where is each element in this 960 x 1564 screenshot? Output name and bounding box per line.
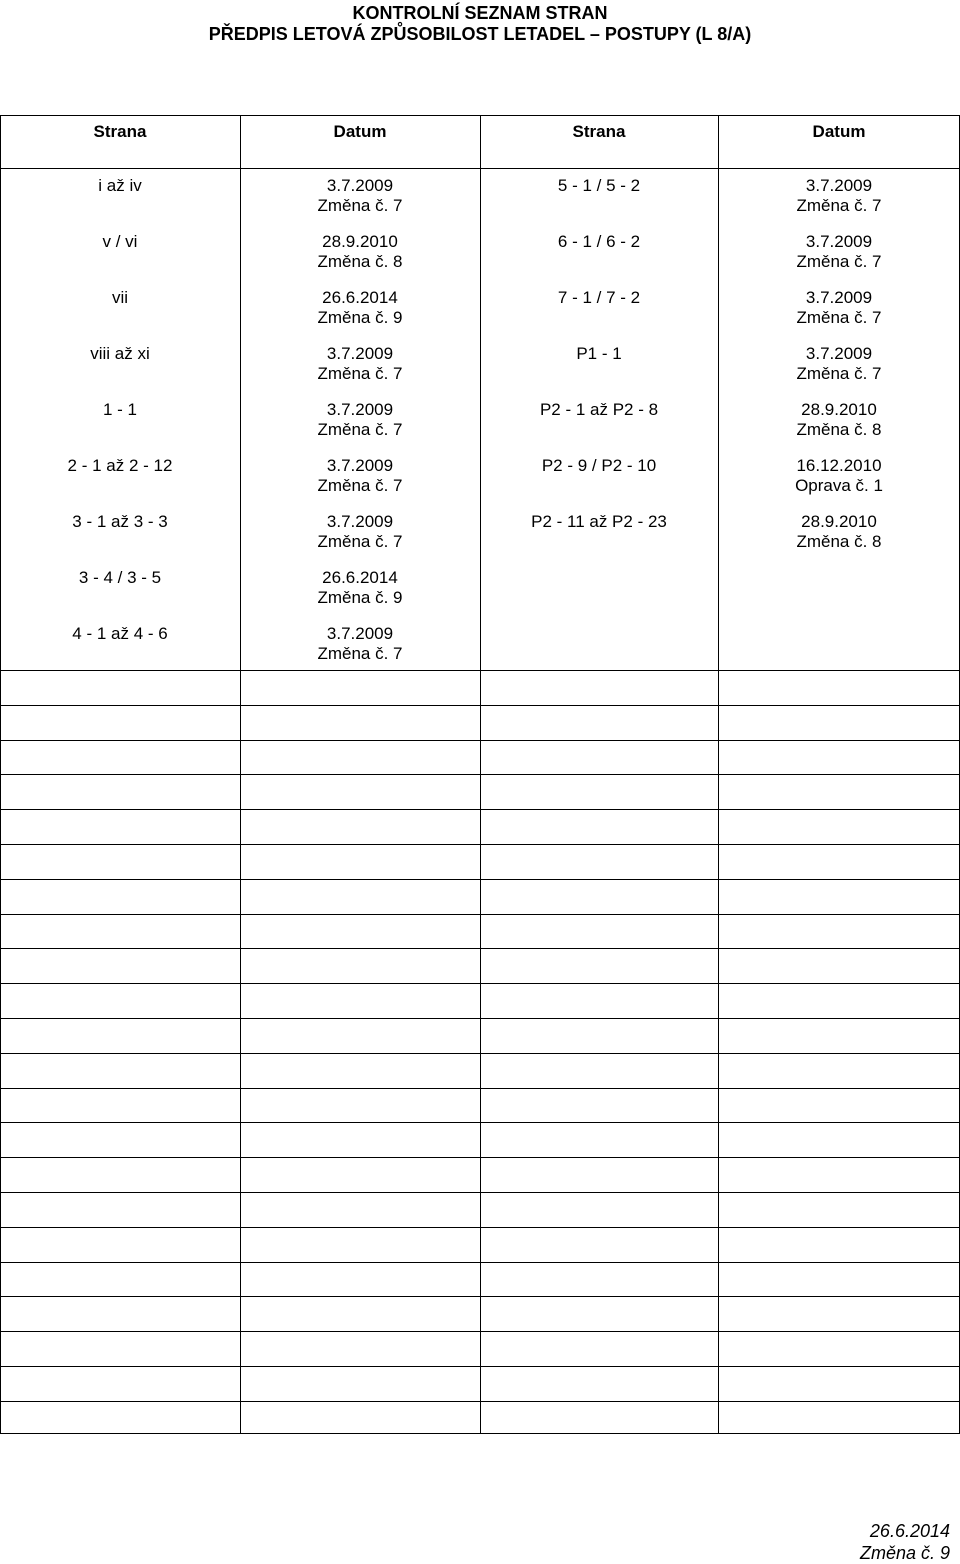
- change-value: Změna č. 7: [796, 196, 882, 215]
- change-value: Změna č. 7: [317, 532, 403, 551]
- date-value: 3.7.2009: [326, 624, 394, 643]
- footer-date: 26.6.2014: [869, 1521, 950, 1541]
- left-page-cell: 3 - 4 / 3 - 5: [78, 568, 162, 587]
- left-page-cell: 3 - 1 až 3 - 3: [72, 512, 168, 531]
- date-value: 3.7.2009: [805, 288, 873, 307]
- table-row-border: [0, 809, 960, 810]
- document-subtitle: PŘEDPIS LETOVÁ ZPŮSOBILOST LETADEL – POSTUPY (L 8/A): [208, 24, 752, 44]
- change-value: Oprava č. 1: [795, 476, 883, 495]
- table-row-border: [0, 879, 960, 880]
- change-value: Změna č. 7: [796, 308, 882, 327]
- right-page-cell: P2 - 11 až P2 - 23: [531, 512, 667, 531]
- change-value: Změna č. 7: [796, 364, 882, 383]
- table-row-border: [0, 1192, 960, 1193]
- right-page-cell: 5 - 1 / 5 - 2: [557, 176, 641, 195]
- table-row-border: [0, 914, 960, 915]
- left-date-cell: [240, 400, 480, 440]
- table-row-border: [0, 1018, 960, 1019]
- right-date-cell: [718, 288, 960, 328]
- date-value: 3.7.2009: [326, 512, 394, 531]
- table-row-border: [0, 983, 960, 984]
- right-page-cell: P1 - 1: [576, 344, 622, 363]
- right-date-cell: [718, 176, 960, 216]
- right-page-cell: 7 - 1 / 7 - 2: [557, 288, 641, 307]
- column-header-date-1: Datum: [333, 122, 387, 141]
- table-row-border: [0, 1262, 960, 1263]
- left-date-cell: [240, 232, 480, 272]
- table-row-border: [0, 1088, 960, 1089]
- change-value: Změna č. 7: [317, 196, 403, 215]
- right-date-cell: [718, 400, 960, 440]
- table-row-border: [0, 1401, 960, 1402]
- date-value: 16.12.2010: [796, 456, 882, 475]
- change-value: Změna č. 8: [317, 252, 403, 271]
- date-value: 3.7.2009: [326, 400, 394, 419]
- left-page-cell: vii: [111, 288, 129, 307]
- column-header-page-2: Strana: [572, 122, 626, 141]
- date-value: 28.9.2010: [801, 512, 877, 531]
- table-row-border: [0, 844, 960, 845]
- change-value: Změna č. 7: [317, 476, 403, 495]
- footer-change: Změna č. 9: [859, 1543, 950, 1563]
- page-checklist-table: [0, 115, 960, 1434]
- change-value: Změna č. 7: [796, 252, 882, 271]
- table-row-border: [0, 1296, 960, 1297]
- date-value: 28.9.2010: [801, 400, 877, 419]
- left-date-cell: [240, 176, 480, 216]
- left-page-cell: viii až xi: [90, 344, 150, 363]
- right-page-cell: P2 - 9 / P2 - 10: [541, 456, 657, 475]
- table-row-border: [0, 1122, 960, 1123]
- change-value: Změna č. 7: [317, 420, 403, 439]
- column-header-page-1: Strana: [93, 122, 147, 141]
- right-date-cell: [718, 344, 960, 384]
- date-value: 3.7.2009: [326, 344, 394, 363]
- left-date-cell: [240, 568, 480, 608]
- date-value: 3.7.2009: [326, 176, 394, 195]
- table-row-border: [0, 1157, 960, 1158]
- change-value: Změna č. 7: [317, 364, 403, 383]
- table-row-border: [0, 740, 960, 741]
- left-page-cell: v / vi: [102, 232, 138, 251]
- date-value: 3.7.2009: [805, 176, 873, 195]
- left-date-cell: [240, 288, 480, 328]
- change-value: Změna č. 8: [796, 532, 882, 551]
- table-row-border: [0, 1366, 960, 1367]
- change-value: Změna č. 9: [317, 588, 403, 607]
- left-page-cell: 2 - 1 až 2 - 12: [67, 456, 173, 475]
- table-row-border: [0, 1433, 960, 1434]
- column-header-date-2: Datum: [812, 122, 866, 141]
- left-date-cell: [240, 624, 480, 664]
- left-page-cell: i až iv: [98, 176, 142, 195]
- right-date-cell: [718, 232, 960, 272]
- table-row-border: [0, 774, 960, 775]
- change-value: Změna č. 8: [796, 420, 882, 439]
- table-row-border: [0, 1227, 960, 1228]
- table-row-border: [0, 1053, 960, 1054]
- right-page-cell: 6 - 1 / 6 - 2: [557, 232, 641, 251]
- left-date-cell: [240, 456, 480, 496]
- left-date-cell: [240, 344, 480, 384]
- left-date-cell: [240, 512, 480, 552]
- date-value: 3.7.2009: [805, 344, 873, 363]
- date-value: 26.6.2014: [322, 288, 398, 307]
- table-row-border: [0, 168, 960, 169]
- change-value: Změna č. 7: [317, 644, 403, 663]
- document-title: KONTROLNÍ SEZNAM STRAN: [352, 3, 608, 23]
- table-row-border: [0, 705, 960, 706]
- table-row-border: [0, 948, 960, 949]
- table-row-border: [0, 670, 960, 671]
- date-value: 28.9.2010: [322, 232, 398, 251]
- left-page-cell: 4 - 1 až 4 - 6: [72, 624, 168, 643]
- table-row-border: [0, 115, 960, 116]
- right-date-cell: [718, 512, 960, 552]
- right-page-cell: P2 - 1 až P2 - 8: [539, 400, 659, 419]
- date-value: 3.7.2009: [326, 456, 394, 475]
- page-footer: [860, 1520, 950, 1564]
- left-page-cell: 1 - 1: [102, 400, 138, 419]
- change-value: Změna č. 9: [317, 308, 403, 327]
- right-date-cell: [718, 456, 960, 496]
- date-value: 26.6.2014: [322, 568, 398, 587]
- date-value: 3.7.2009: [805, 232, 873, 251]
- table-row-border: [0, 1331, 960, 1332]
